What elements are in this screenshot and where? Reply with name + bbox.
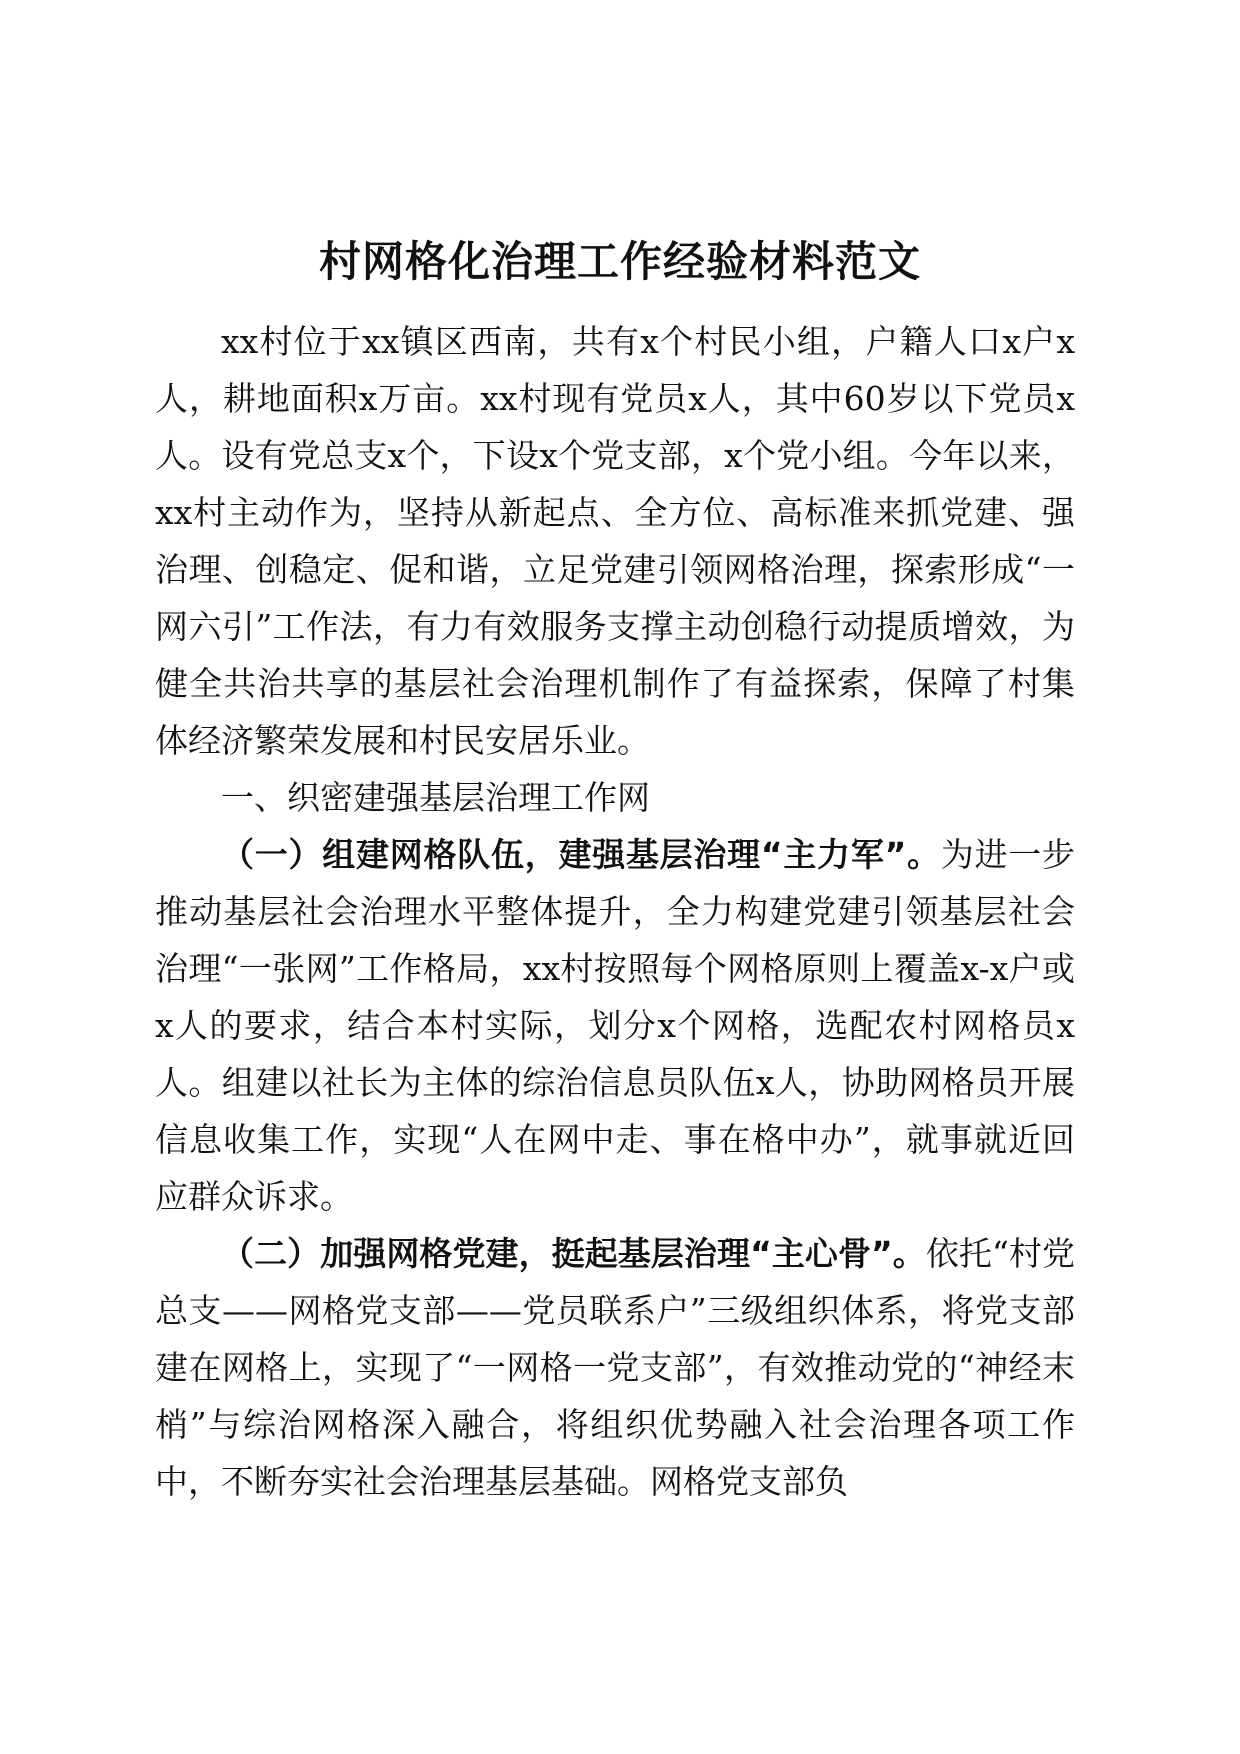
document-body [155, 313, 1075, 1510]
document-title: 村网格化治理工作经验材料范文 [318, 237, 921, 286]
item-paragraph-1 [155, 826, 1075, 1225]
item-paragraph-2 [155, 1225, 1075, 1510]
item-lead-2: （二）加强网格党建，挺起基层治理“主心骨”。 [221, 1234, 926, 1273]
intro-paragraph: xx村位于xx镇区西南，共有x个村民小组，户籍人口x户x人，耕地面积x万亩。xx村现有党员x人，其中60岁以下党员x人。设有党总支x个，下设x个党支部，x个党小组。今年以来，xx村主动作为，坚持从新起点、全方位、高标准来抓党建、强治理、创稳定、促和谐，立足党建引领网格治理，探索形成“一网六引”工作法，有力有效服务支撑主动创稳行动提质增效，为健全共治共享的基层社会治理机制作了有益探索，保障了村集体经济繁荣发展和村民安居乐业。 [155, 322, 1075, 760]
item-text-1: 为进一步推动基层社会治理水平整体提升，全力构建党建引领基层社会治理“一张网”工作格局，xx村按照每个网格原则上覆盖x-x户或x人的要求，结合本村实际，划分x个网格，选配农村网格员x人。组建以社长为主体的综治信息员队伍x人，协助网格员开展信息收集工作，实现“人在网中走、事在格中办”，就事就近回应群众诉求。 [155, 835, 1075, 1216]
item-text-2: 依托“村党总支——网格党支部——党员联系户”三级组织体系，将党支部建在网格上，实现了“一网格一党支部”，有效推动党的“神经末梢”与综治网格深入融合，将组织优势融入社会治理各项工作中，不断夯实社会治理基层基础。网格党支部负 [155, 1234, 1075, 1501]
item-lead-1: （一）组建网格队伍，建强基层治理“主力军”。 [221, 835, 941, 874]
section-heading: 一、织密建强基层治理工作网 [221, 778, 650, 817]
